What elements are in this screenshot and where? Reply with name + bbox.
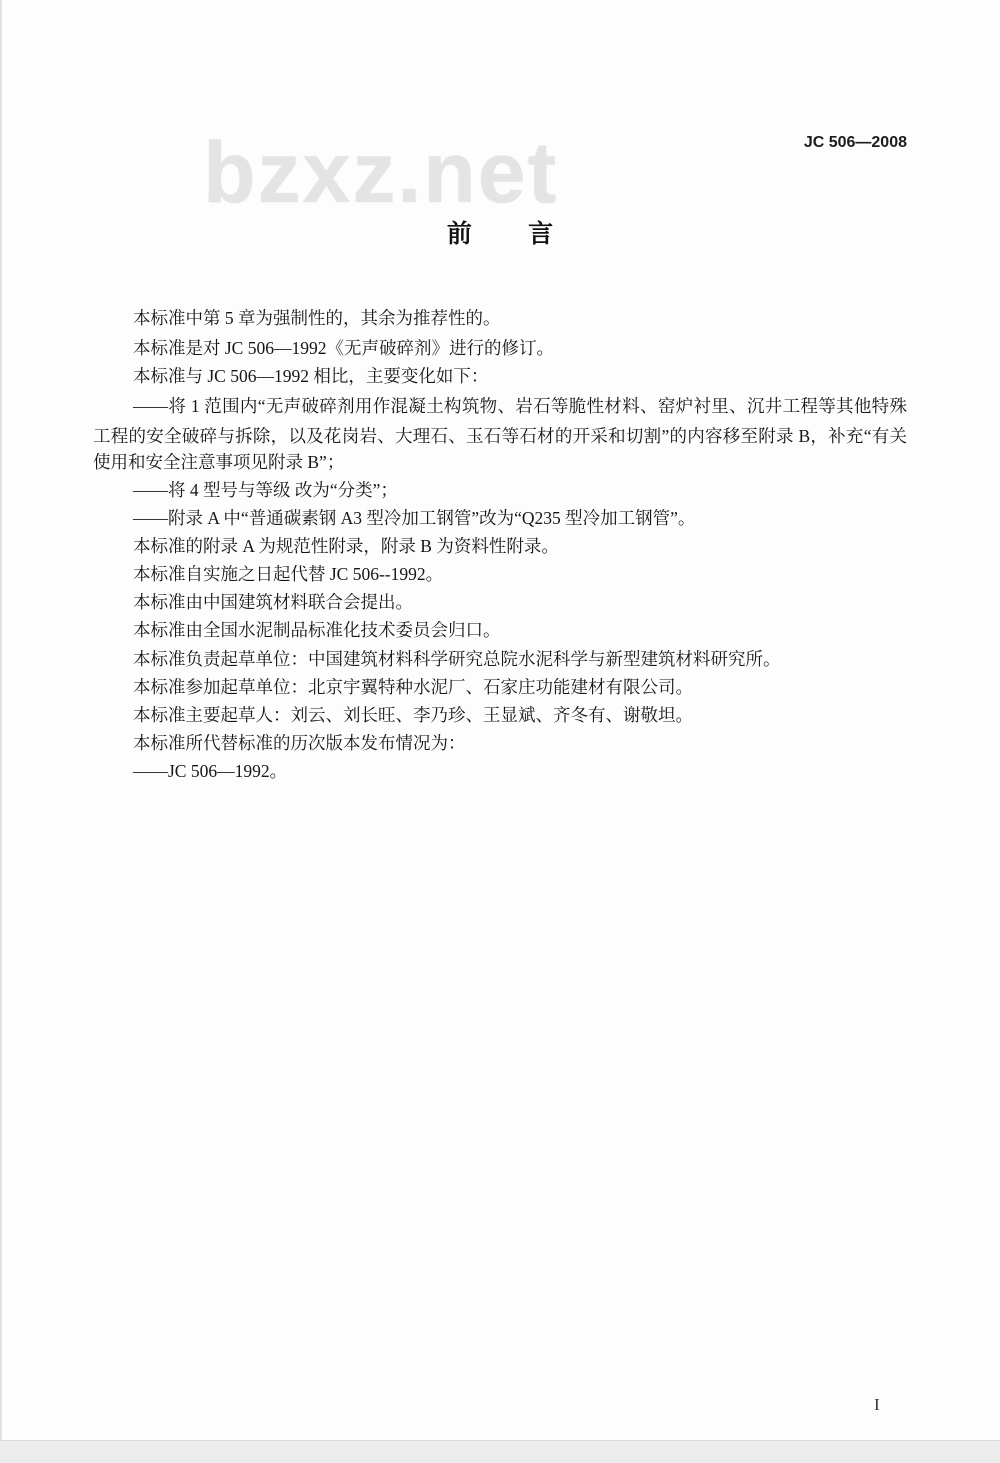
page-number: I [874, 1395, 880, 1414]
change-item-line: 工程的安全破碎与拆除，以及花岗岩、大理石、玉石等石材的开采和切割”的内容移至附录 B，补充“有关 [93, 426, 907, 446]
body-line: 本标准由中国建筑材料联合会提出。 [133, 592, 413, 612]
body-line: 本标准的附录 A 为规范性附录，附录 B 为资料性附录。 [133, 536, 559, 556]
body-line: 本标准与 JC 506—1992 相比，主要变化如下： [133, 366, 489, 386]
body-line: 本标准所代替标准的历次版本发布情况为： [133, 733, 466, 753]
watermark: bzxz.net [203, 125, 559, 221]
body-line: 本标准由全国水泥制品标准化技术委员会归口。 [133, 620, 501, 640]
change-item-line: ——附录 A 中“普通碳素钢 A3 型冷加工钢管”改为“Q235 型冷加工钢管”。 [133, 508, 696, 528]
change-item-line: ——将 1 范围内“无声破碎剂用作混凝土构筑物、岩石等脆性材料、窑炉衬里、沉井工程等其他特殊 [133, 396, 907, 416]
history-item-line: ——JC 506—1992。 [133, 761, 288, 781]
body-line: 本标准参加起草单位：北京宇翼特种水泥厂、石家庄功能建材有限公司。 [133, 677, 693, 697]
body-line: 本标准中第 5 章为强制性的，其余为推荐性的。 [133, 308, 501, 328]
change-item-line: ——将 4 型号与等级 改为“分类”； [133, 480, 398, 500]
body-line: 本标准主要起草人：刘云、刘长旺、李乃珍、王显斌、齐冬有、谢敬坦。 [133, 705, 693, 725]
change-item-line: 使用和安全注意事项见附录 B”； [93, 452, 345, 472]
body-line: 本标准自实施之日起代替 JC 506--1992。 [133, 564, 444, 584]
body-line: 本标准是对 JC 506—1992《无声破碎剂》进行的修订。 [133, 338, 554, 358]
standard-code: JC 506—2008 [803, 134, 907, 151]
body-line: 本标准负责起草单位：中国建筑材料科学研究总院水泥科学与新型建筑材料研究所。 [133, 649, 781, 669]
page-title: 前 言 [446, 221, 579, 248]
bottom-band [0, 1440, 1000, 1463]
